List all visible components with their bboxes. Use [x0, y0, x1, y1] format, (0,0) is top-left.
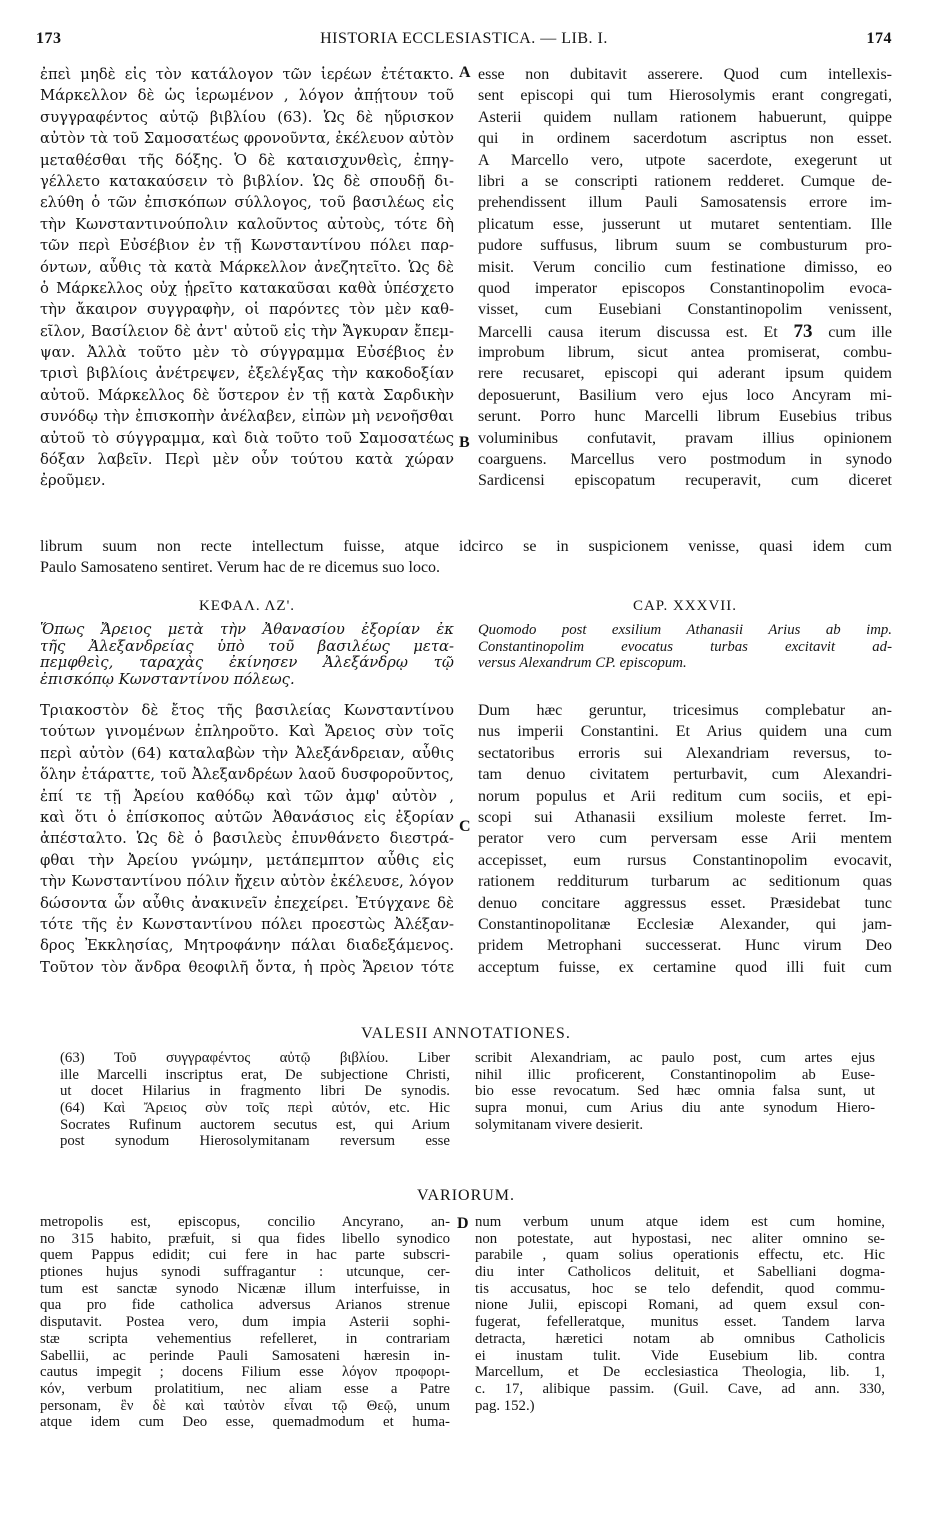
valesii-heading: VALESII ANNOTATIONES.	[361, 1025, 571, 1042]
text-line: Τριακοστὸν δὲ ἔτος τῆς βασιλείας Κωνσταντίνου	[40, 702, 454, 719]
text-line: metropolis est, episcopus, concilio Ancyrano, an-	[40, 1214, 450, 1230]
text-line: τῶν περὶ Εὐσέβιον ἐν τῇ Κωνσταντίνου πόλει παρ-	[40, 237, 454, 255]
latin-chapter-heading: CAP. XXXVII.	[632, 598, 738, 614]
text-line: pudore suffusus, librum suum se combusturum pro-	[478, 237, 892, 255]
text-line: scribit Alexandriam, ac paulo post, cum artes ejus	[475, 1050, 875, 1066]
text-line: αὐτοῦ τὸ σύγγραμμα, καὶ διὰ τοῦτο τοῦ Σαμοσατέως	[40, 429, 454, 447]
text-line: cautus impegit ; docens Filium esse λόγον προφορι-	[40, 1364, 450, 1381]
text-line: Constantinopolitanæ Ecclesiæ Alexander, qui jam-	[478, 915, 892, 933]
text-fragment: Marcelli causa iterum discussa est. Et	[478, 323, 794, 341]
text-line: τὴν Κωνσταντινούπολιν καλοῦντος αὐτοὺς, τότε δὴ	[40, 215, 454, 233]
variorum-notes-right	[475, 1214, 885, 1414]
text-line: δώσοντα ὧν αὖθις ἀνακινεῖν ἐπεχείρει. Ἐτύγχανε δὲ	[40, 894, 454, 912]
text-line: τότε τῆς ἐν Κωνσταντίνου πόλει προεστὼς Ἀλέξαν-	[40, 915, 454, 933]
text-line: ἐπισκόπῳ Κωνσταντίνου πόλεως.	[40, 671, 295, 688]
text-line: qui in ordinem sacerdotum ascriptus non esset.	[478, 130, 892, 148]
text-line: τὴν Κωνσταντίνου πόλιν ἤχειν αὐτὸν ἐκέλευσε, λόγον	[40, 873, 454, 891]
text-line: δόξαν λαβεῖν. Περὶ μὲν οὖν τούτου κατὰ χώραν	[40, 451, 454, 469]
margin-marker-c: C	[459, 818, 471, 835]
text-line: συγγραφέντος αὐτῷ βιβλίου (63). Ὡς δὲ ηὕρισκον	[40, 108, 454, 126]
text-line: ὅλην ἐτάραττε, τοῦ Ἀλεξανδρέων λαοῦ δυσφοροῦντος,	[40, 766, 454, 784]
greek-chapter-heading: ΚΕΦΑΛ. ΛΖ'.	[198, 598, 296, 614]
text-line: detracta, hæretici notam ab omnibus Catholicis	[475, 1330, 885, 1347]
text-line: αὐτοῦ. Μάρκελλος δὲ ὕστερον ἐν τῇ κατὰ Σαρδικὴν	[40, 386, 454, 404]
margin-marker-b: B	[459, 434, 470, 451]
text-line: rere recusaret, episcopi qui aderant ipsum quidem	[478, 365, 892, 383]
text-line: acceptum fuisse, ex certamine quod illi fuit cum	[478, 958, 892, 976]
text-line: Asterii quidem nullam rationem habuerunt, quippe	[478, 108, 892, 126]
text-line: ελύθη ὁ τῶν ἐπισκόπων σύλλογος, τοῦ βασιλέως εἰς	[40, 194, 454, 212]
text-line: μεταθέσθαι τῆς δόξης. Ὁ δὲ καταισχυνθεὶς, ἐπηγ-	[40, 151, 454, 169]
text-line: (63) Τοῦ συγγραφέντος αὐτῷ βιβλίου. Liber	[60, 1050, 450, 1066]
text-line: ἐροῦμεν.	[40, 472, 106, 490]
text-line: fugerat, fefelleratque, munitus esset. Tandem larva	[475, 1314, 885, 1331]
text-line: libri a se conscripti rationem redderet. Cumque de-	[478, 172, 892, 190]
text-line	[478, 321, 892, 342]
text-line: c. 17, alibique passim. (Guil. Cave, ad ann. 330,	[475, 1380, 885, 1397]
greek-chapter-body	[40, 700, 454, 978]
text-line: plicatum esse, jusserunt ut mutaret sententiam. Ille	[478, 215, 892, 233]
text-line: no 315 habito, præfuit, si qua fides libello synodico	[40, 1230, 450, 1247]
text-line: prehendissent illum Pauli Samosatensis errore im-	[478, 194, 892, 212]
text-line: ille Marcelli inscriptus erat, De subjectione Christi,	[60, 1066, 450, 1083]
running-header	[36, 30, 892, 52]
text-line: καὶ ὅτι ὁ ἐπίσκοπος αὐτῶν Ἀθανάσιος εἰς ἐξορίαν	[40, 808, 454, 826]
text-line: bio esse revocatum. Sed hæc omnia falsa sunt, ut	[475, 1083, 875, 1100]
text-line: ei inustam tulit. Vide Eusebium lib. contra	[475, 1347, 885, 1364]
variorum-heading: VARIORUM.	[416, 1187, 516, 1204]
text-line: esse non dubitavit asserere. Quod cum intellexis-	[478, 66, 892, 83]
text-line: coarguens. Marcellus vero postmodum in synodo	[478, 451, 892, 469]
text-fragment: cum ille	[812, 323, 892, 341]
variorum-notes-left	[40, 1214, 450, 1431]
text-line: quod imperator episcopos Constantinopolim evoca-	[478, 279, 892, 297]
text-line: qua pro fide catholica adversus Arianos strenue	[40, 1297, 450, 1314]
text-line: tis accusatus, hoc se telo defendit, quod commu-	[475, 1280, 885, 1297]
text-line: nihil illic proficerent, Constantinopolim ab Euse-	[475, 1066, 875, 1083]
greek-text-column	[40, 64, 454, 492]
text-line: Sardicensi episcopatum recuperavit, cum diceret	[478, 472, 892, 490]
text-line: Ὅπως Ἄρειος μετὰ τὴν Ἀθανασίου ἐξορίαν ἐκ	[40, 622, 454, 638]
text-line: denuo concitare aggressus esset. Præsidebat tunc	[478, 894, 892, 912]
text-line: quem Pappus edidit; cui fere in hac parte subscri-	[40, 1247, 450, 1264]
text-line: pridem Metrophani successerat. Hunc virum Deo	[478, 937, 892, 955]
text-line: deposuerunt, Basilium vero ejus loco Ancyram mi-	[478, 386, 892, 404]
text-line: rationem redditurum turbarum ac seditionum quas	[478, 873, 892, 891]
margin-marker-a: A	[459, 64, 471, 81]
valesii-notes-left	[60, 1050, 450, 1150]
text-line: Μάρκελλον δὲ ὡς ἱερωμένον , λόγον ἀπῄτουν τοῦ	[40, 87, 454, 105]
text-line: non potestate, aut hypostasi, nec aliter omnino se-	[475, 1230, 885, 1247]
text-line: τούτων γινομένων ἐπληροῦτο. Καὶ Ἄρειος σὺν τοῖς	[40, 723, 454, 741]
column-number: 73	[793, 320, 813, 342]
greek-chapter-title	[40, 622, 454, 688]
text-line: γέλλετο κατακαύσειν τὸ βιβλίον. Ὡς δὲ σπουδῇ δι-	[40, 172, 454, 190]
text-line: δρος Ἐκκλησίας, Μητροφάνην πάλαι διαδεξάμενος.	[40, 937, 454, 955]
text-line: A Marcello vero, utpote sacerdote, exegerunt ut	[478, 151, 892, 169]
text-line: voluminibus confutavit, pravam illius opinionem	[478, 429, 892, 447]
text-line: supra monui, cum Arius diu ante synodum Hiero-	[475, 1100, 875, 1117]
text-line: perator vero cum perversam esse Arii mentem	[478, 830, 892, 848]
text-line: tum est sanctæ synodo Nicænæ illum interfuisse, in	[40, 1280, 450, 1297]
text-line: όντων, αὖθις τὰ κατὰ Μάρκελλον ἀνεζητεῖτο. Ὡς δὲ	[40, 258, 454, 276]
text-line: Socrates Rufinum auctorem secutus est, qui Arium	[60, 1116, 450, 1133]
text-line: misit. Verum concilio cum festinatione dimisso, eo	[478, 258, 892, 276]
text-line: sectatoribus erroris sui Alexandriam reversus, to-	[478, 744, 892, 762]
text-line: ut docet Hilarius in fragmento libri De synodis.	[60, 1083, 450, 1100]
text-line: ἐπεὶ μηδὲ εἰς τὸν κατάλογον τῶν ἱερέων ἐτέτακτο.	[40, 66, 454, 83]
text-line: ἐπί τε τῇ Ἀρείου καθόδῳ καὶ τῶν ἀμφ' αὐτὸν ,	[40, 787, 454, 805]
text-line: Constantinopolim evocatus turbas excitavit ad-	[478, 638, 892, 655]
text-line: sent episcopi qui tum Hierosolymis erant congregati,	[478, 87, 892, 105]
text-line: improbum librum, sicut antea promiserat, combu-	[478, 344, 892, 362]
text-line: ptiones hujus synodi suffragantur : utcunque, cer-	[40, 1264, 450, 1281]
text-line: κόν, verbum prolatitium, nec aliam esse a Patre	[40, 1380, 450, 1397]
text-line: norum populus et Arii reditum cum sociis, et epi-	[478, 787, 892, 805]
latin-chapter-body	[478, 700, 892, 978]
text-line: Τοῦτον τὸν ἄνδρα θεοφιλῆ ὄντα, ἡ πρὸς Ἄρειον τότε	[40, 958, 454, 976]
text-line: Marcellum, et De ecclesiastica Theologia, lib. 1,	[475, 1364, 885, 1381]
text-line: personam, ἓν δὲ καὶ ταὐτὸν εἶναι τῷ Θεῷ, unum	[40, 1397, 450, 1414]
margin-marker-d: D	[457, 1215, 469, 1232]
text-line: τῆς Ἀλεξανδρείας ὑπὸ τοῦ βασιλέως μετα-	[40, 638, 454, 655]
text-line: Paulo Samosateno sentiret. Verum hac de re dicemus suo loco.	[40, 559, 441, 577]
text-line: atque idem cum Deo esse, quemadmodum et huma-	[40, 1414, 450, 1431]
text-line: librum suum non recte intellectum fuisse, atque idcirco se in suspicionem venisse, quasi idem cum	[40, 538, 892, 555]
valesii-notes-right	[475, 1050, 875, 1133]
text-line: αὐτὸν τὰ τοῦ Σαμοσατέως φρονοῦντα, ἐκέλευον αὐτὸν	[40, 130, 454, 148]
text-line: τὴν ἄκαιρον συγγραφὴν, οἱ παρόντες τὸν μὲν καθ-	[40, 301, 454, 319]
text-line: Sabellii, ac perinde Pauli Samosateni hæresin in-	[40, 1347, 450, 1364]
text-line: nus imperii Constantini. Et Arius quidem una cum	[478, 723, 892, 741]
text-line: num verbum unum atque idem est cum homine,	[475, 1214, 885, 1230]
text-line: Quomodo post exsilium Athanasii Arius ab imp.	[478, 622, 892, 638]
text-line: φθαι τὴν Ἀρείου γνώμην, μετάπεμπτον αὖθις εἰς	[40, 851, 454, 869]
text-line: ὁ Μάρκελλος οὐχ ᾑρεῖτο κατακαῦσαι καθὰ ὑπέσχετο	[40, 279, 454, 297]
right-page-number: 174	[866, 30, 892, 47]
text-line: (64) Καὶ Ἄρειος σὺν τοῖς περὶ αὐτόν, etc. Hic	[60, 1100, 450, 1117]
text-line: συνόδῳ τὴν ἐπισκοπὴν ἀνέλαβεν, εἰπὼν μὴ νενοῆσθαι	[40, 408, 454, 426]
text-line: versus Alexandrum CP. episcopum.	[478, 655, 687, 671]
text-line: stæ scripta vehementius refelleret, in contrariam	[40, 1330, 450, 1347]
text-line: visset, cum Eusebiani Constantinopolim venissent,	[478, 301, 892, 319]
latin-full-width-text	[40, 536, 892, 579]
text-line: περὶ αὐτὸν (64) καταλαβὼν τὴν Ἀλεξάνδρειαν, αὖθις	[40, 744, 454, 762]
text-line: pag. 152.)	[475, 1397, 535, 1414]
text-line: disputavit. Postea vero, dum impia Asterii sophi-	[40, 1314, 450, 1331]
running-title: HISTORIA ECCLESIASTICA. — LIB. I.	[320, 30, 608, 47]
left-page-number: 173	[36, 30, 62, 47]
text-line: accepisset, eum rursus Constantinopolim evocavit,	[478, 851, 892, 869]
text-line: tam denuo civitatem perturbavit, cum Alexandri-	[478, 766, 892, 784]
text-line: post synodum Hierosolymitanam reversum esse	[60, 1133, 450, 1150]
text-line: solymitanam vivere desierit.	[475, 1116, 644, 1133]
text-line: εῖλον, Βασίλειον δὲ ἀντ' αὐτοῦ εἰς τὴν Ἄγκυραν ἔπεμ-	[40, 322, 454, 340]
text-line: ἀπέσταλτο. Ὡς δὲ ὁ βασιλεὺς ἐπυνθάνετο διεστρά-	[40, 830, 454, 848]
text-line: πεμφθεὶς, ταραχὰς ἐκίνησεν Ἀλεξάνδρῳ τῷ	[40, 655, 454, 671]
text-line: parabile , quam solius operationis effectu, etc. Hic	[475, 1247, 885, 1264]
text-line: diu inter Catholicos delituit, et Sabelliani dogma-	[475, 1264, 885, 1281]
text-line: Dum hæc geruntur, tricesimus complebatur an-	[478, 702, 892, 719]
text-line: serunt. Porro hunc Marcelli librum Eusebius tribus	[478, 408, 892, 426]
latin-text-column	[478, 64, 892, 492]
text-line: scopi sui Athanasii exsilium moleste ferret. Im-	[478, 808, 892, 826]
latin-chapter-title	[478, 622, 892, 672]
text-line: τρισὶ βιβλίοις ἀνέτρεψεν, ἐξελέγξας τὴν κακοδοξίαν	[40, 365, 454, 383]
text-line: nione Julii, episcopi Romani, ad quem exsul con-	[475, 1297, 885, 1314]
text-line: ψαν. Ἀλλὰ τοῦτο μὲν τὸ σύγγραμμα Εὐσέβιος ἐν	[40, 344, 454, 362]
